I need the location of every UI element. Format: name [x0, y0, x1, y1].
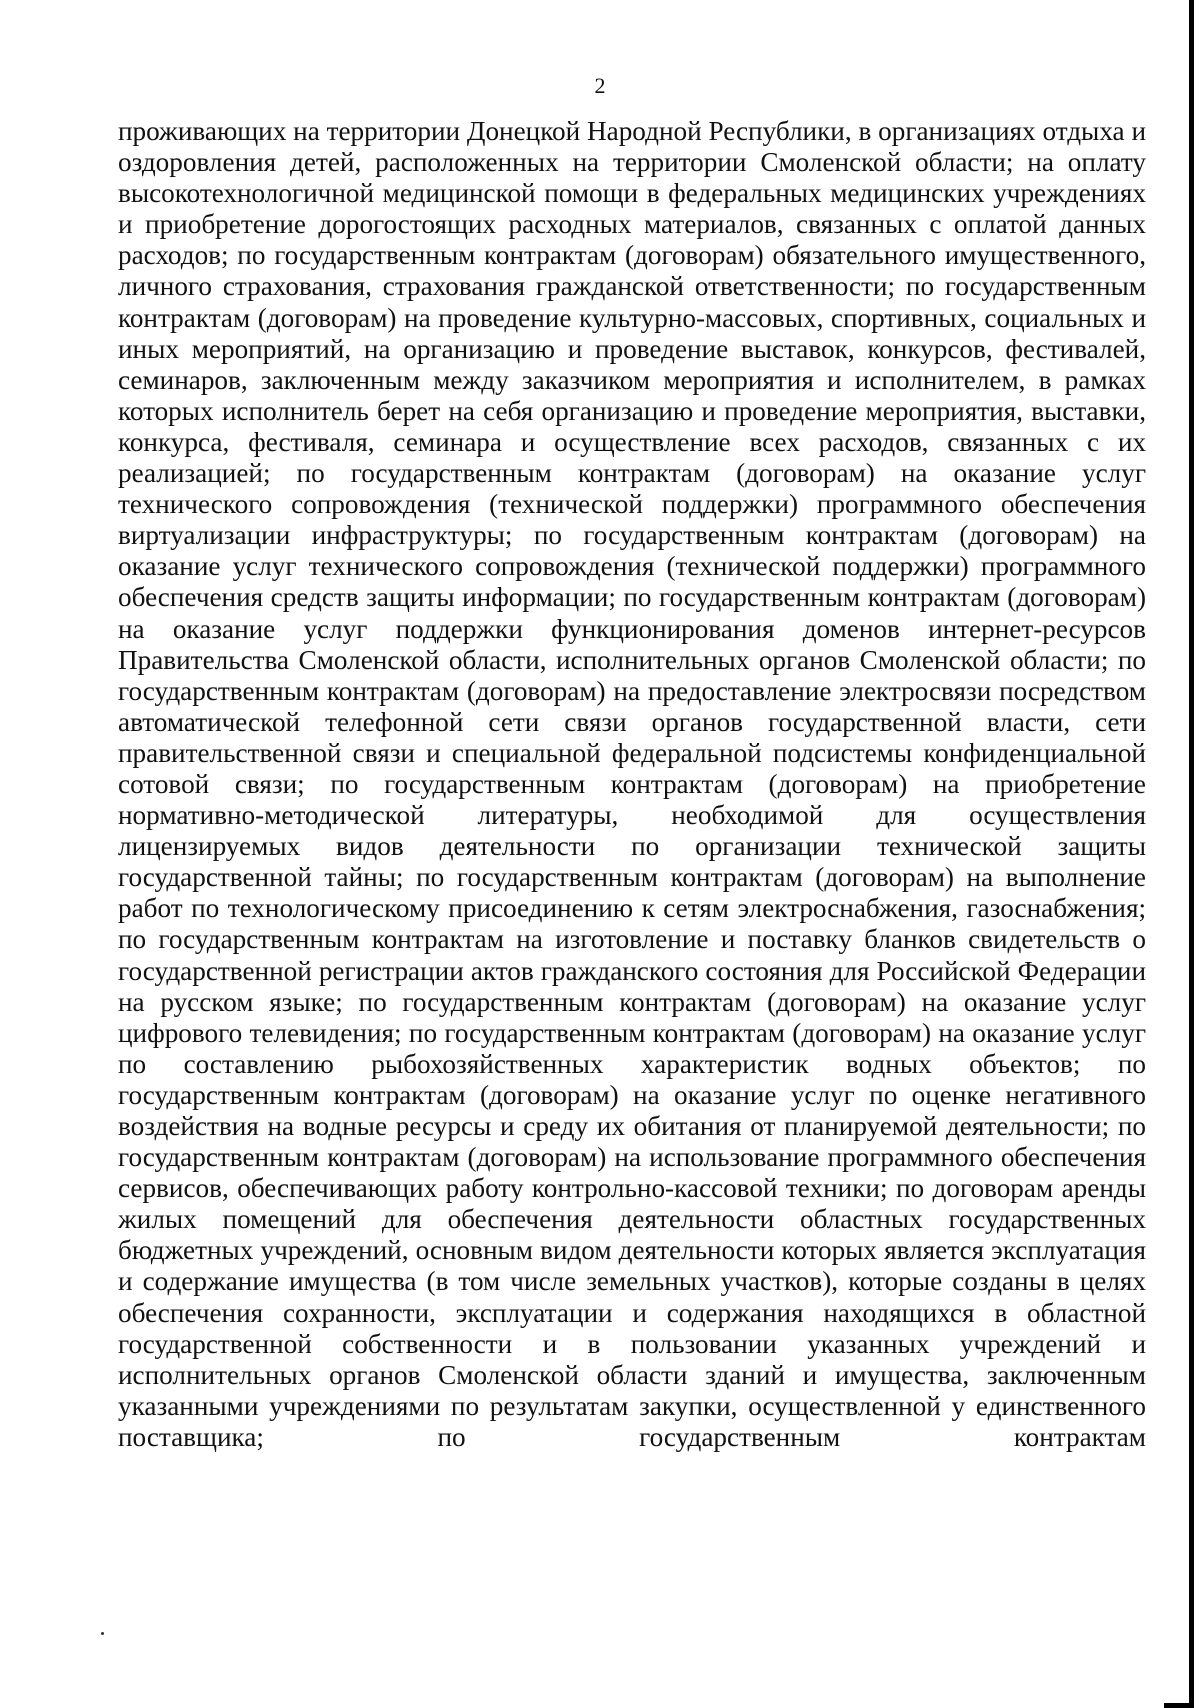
scan-speck [101, 1632, 104, 1635]
body-paragraph: проживающих на территории Донецкой Народной Республики, в организациях отдыха и оздоровления детей, расположенных на территории Смоленской области; на оплату высокотехнологичной медицинской помощи в федеральных медицинских учреждениях и приобретение дорогостоящих расходных материалов, связанных с оплатой данных расходов; по государственным контрактам (договорам) обязательного имущественного, личного страхования, страхования гражданской ответственности; по государственным контрактам (договорам) на проведение культурно-массовых, спортивных, социальных и иных мероприятий, на организацию и проведение выставок, конкурсов, фестивалей, семинаров, заключенным между заказчиком мероприятия и исполнителем, в рамках которых исполнитель берет на себя организацию и проведение мероприятия, выставки, конкурса, фестиваля, семинара и осуществление всех расходов, связанных с их реализацией; по государственным контрактам (договорам) на оказание услуг технического сопровождения (технической поддержки) программного обеспечения виртуализации инфраструктуры; по государственным контрактам (договорам) на оказание услуг технического сопровождения (технической поддержки) программного обеспечения средств защиты информации; по государственным контрактам (договорам) на оказание услуг поддержки функционирования доменов интернет-ресурсов Правительства Смоленской области, исполнительных органов Смоленской области; по государственным контрактам (договорам) на предоставление электросвязи посредством автоматической телефонной сети связи органов государственной власти, сети правительственной связи и специальной федеральной подсистемы конфиденциальной сотовой связи; по государственным контрактам (договорам) на приобретение нормативно-методической литературы, необходимой для осуществления лицензируемых видов деятельности по организации технической защиты государственной тайны; по государственным контрактам (договорам) на выполнение работ по технологическому присоединению к сетям электроснабжения, газоснабжения; по государственным контрактам на изготовление и поставку бланков свидетельств о государственной регистрации актов гражданского состояния для Российской Федерации на русском языке; по государственным контрактам (договорам) на оказание услуг цифрового телевидения; по государственным контрактам (договорам) на оказание услуг по составлению рыбохозяйственных характеристик водных объектов; по государственным контрактам (договорам) на оказание услуг по оценке негативного воздействия на водные ресурсы и среду их обитания от планируемой деятельности; по государственным контрактам (договорам) на использование программного обеспечения сервисов, обеспечивающих работу контрольно-кассовой техники; по договорам аренды жилых помещений для обеспечения деятельности областных государственных бюджетных учреждений, основным видом деятельности которых является эксплуатация и содержание имущества (в том числе земельных участков), которые созданы в целях обеспечения сохранности, эксплуатации и содержания находящихся в областной государственной собственности и в пользовании указанных учреждений и исполнительных органов Смоленской области зданий и имущества, заключенным указанными учреждениями по результатам закупки, осуществленной у единственного поставщика; по государственным контрактам [118, 116, 1146, 1452]
scan-edge-corner [1164, 1703, 1194, 1708]
scan-edge-line [1189, 0, 1194, 1708]
page-number: 2 [594, 73, 606, 98]
